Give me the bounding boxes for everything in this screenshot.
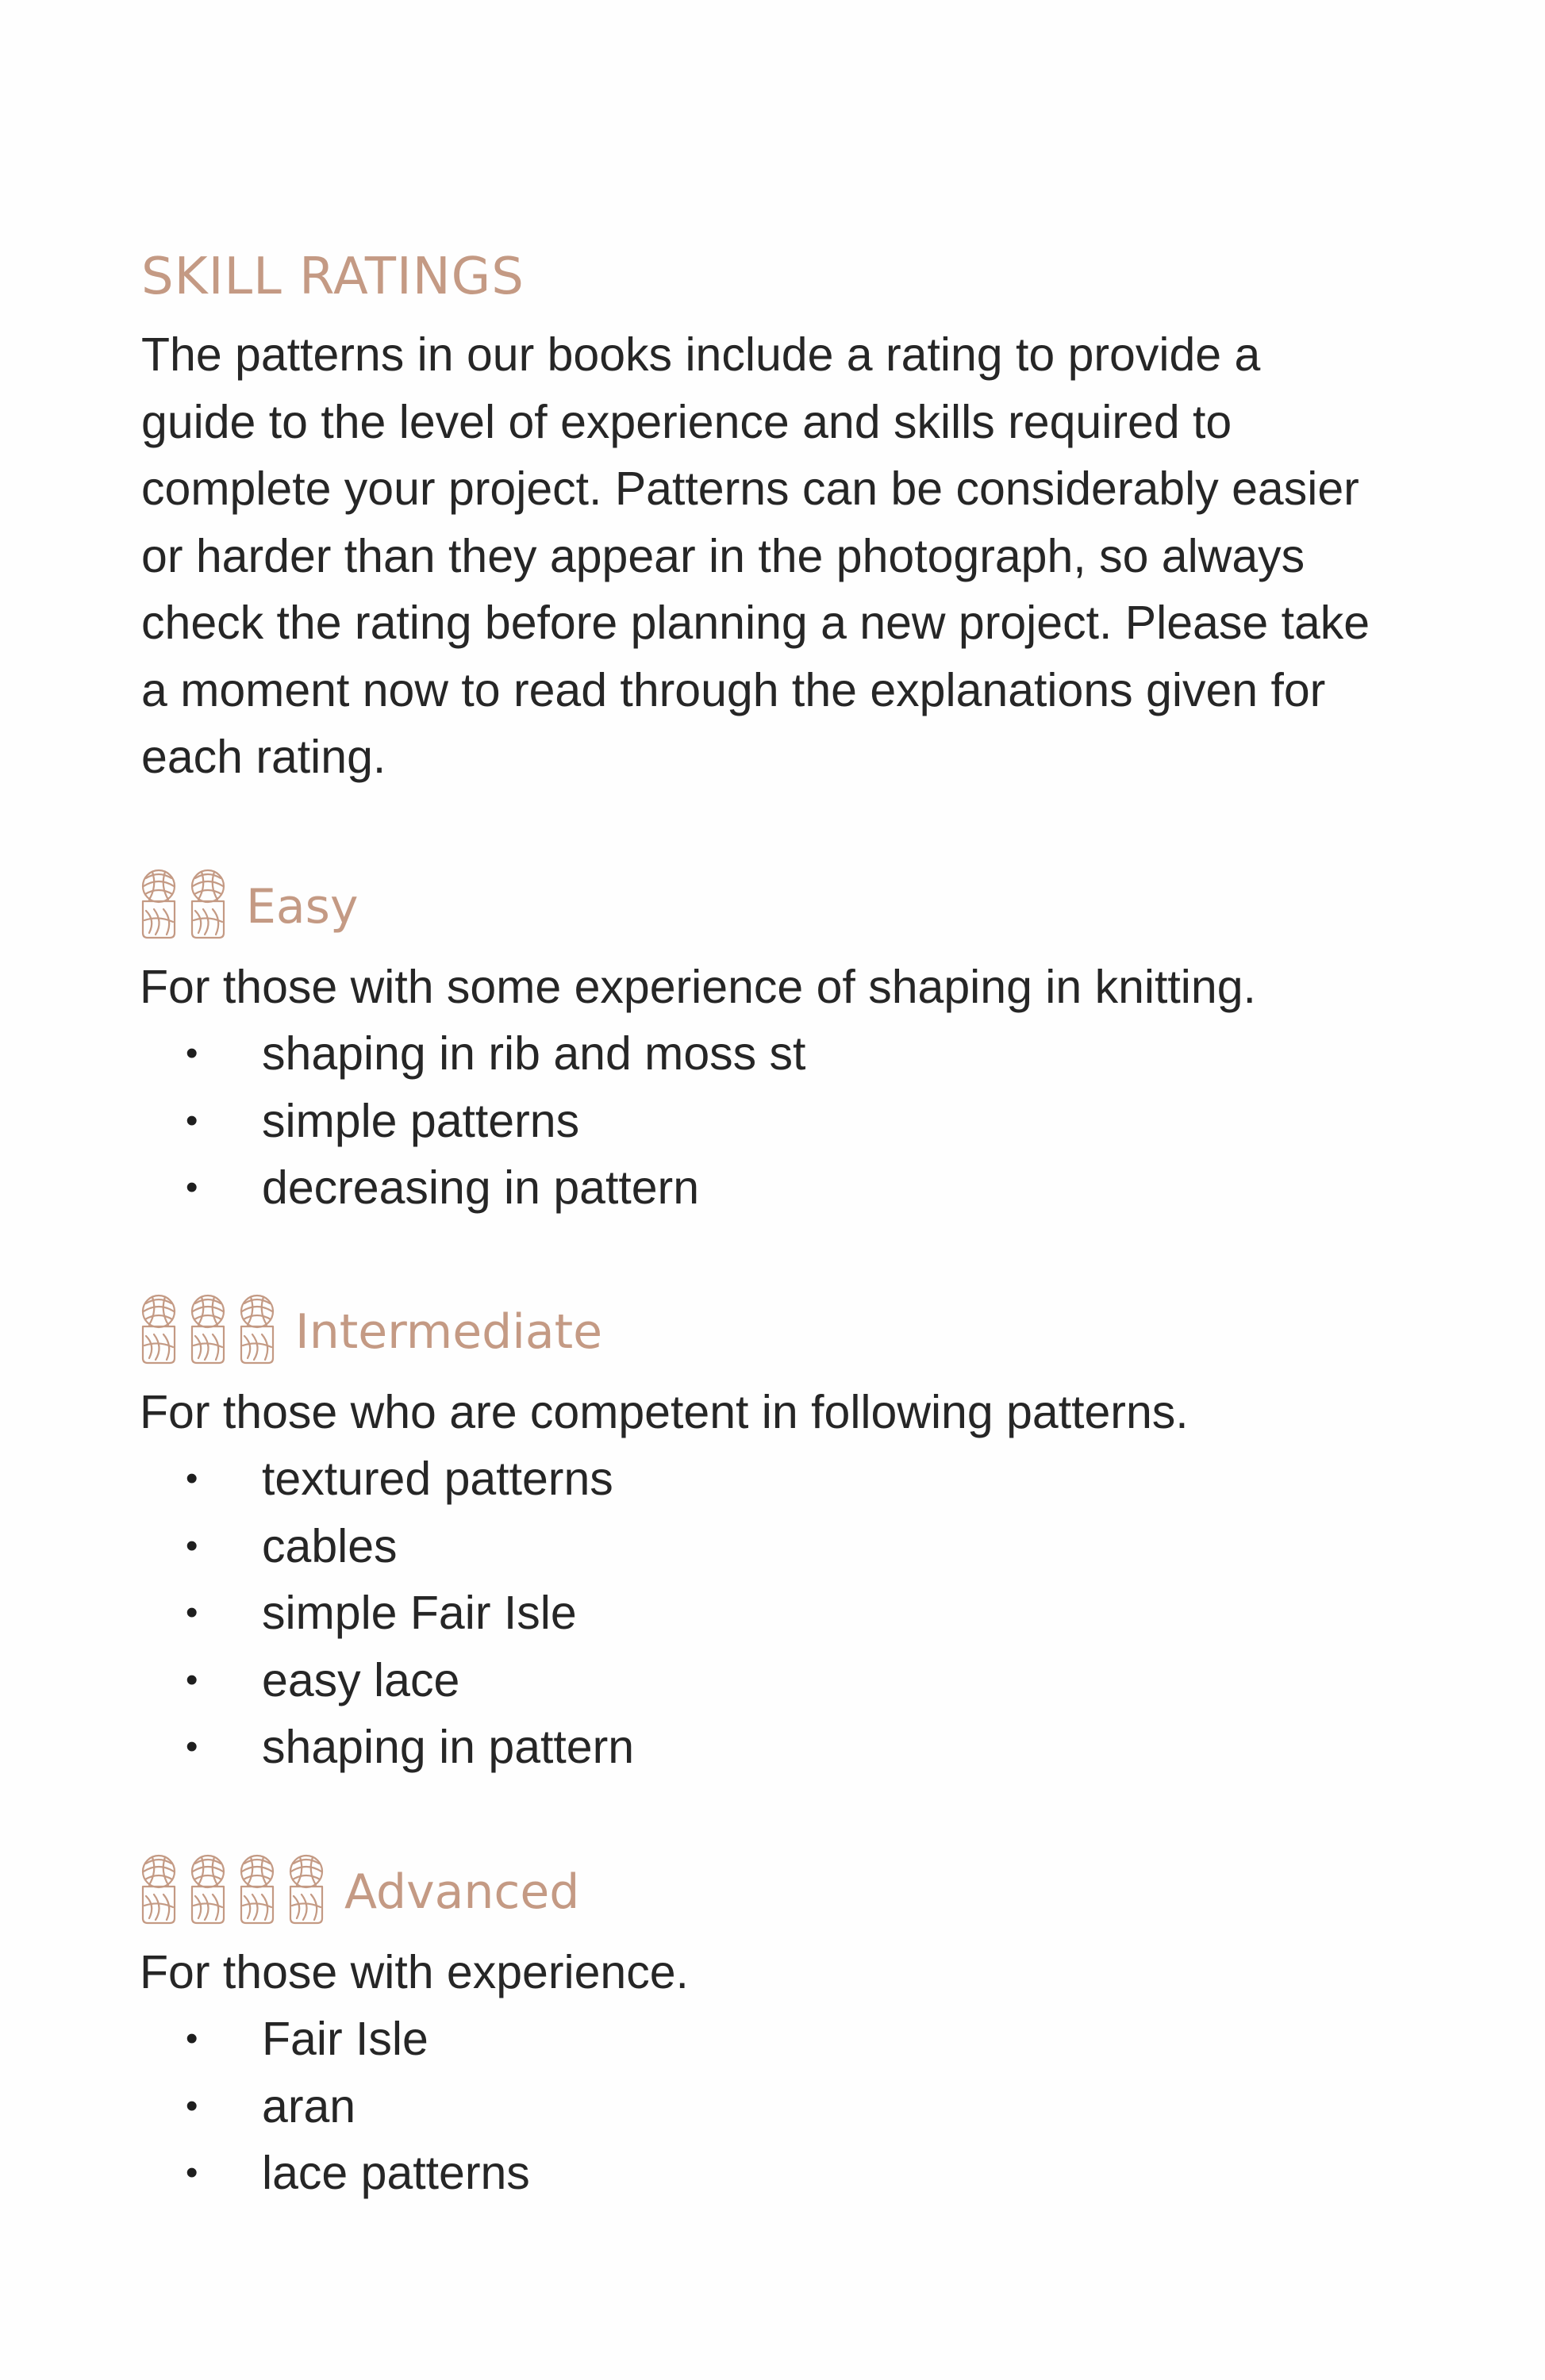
skill-list bbox=[136, 1445, 1446, 1781]
yarn-ball-icon bbox=[235, 1290, 279, 1369]
yarn-ball-icon bbox=[235, 1850, 279, 1929]
list-item bbox=[136, 1513, 1446, 1580]
bullet-icon: • bbox=[186, 1100, 198, 1140]
list-item-text: simple Fair Isle bbox=[262, 1587, 577, 1640]
list-item-text: decreasing in pattern bbox=[262, 1161, 700, 1215]
rating-title-advanced: Advanced bbox=[344, 1864, 580, 1920]
yarn-ball-icon bbox=[136, 1290, 181, 1369]
rating-description: For those who are competent in following patterns. bbox=[140, 1386, 1189, 1438]
bullet-icon: • bbox=[186, 2086, 198, 2125]
yarn-ball-group bbox=[136, 857, 235, 952]
yarn-ball-group bbox=[136, 1282, 284, 1377]
bullet-icon: • bbox=[186, 1593, 198, 1633]
list-item bbox=[136, 2140, 1446, 2207]
bullet-icon: • bbox=[186, 1660, 198, 1699]
yarn-ball-icon bbox=[136, 865, 181, 944]
list-item bbox=[136, 1445, 1446, 1513]
list-item-text: Fair Isle bbox=[262, 2013, 429, 2066]
list-item-text: cables bbox=[262, 1519, 398, 1572]
bullet-icon: • bbox=[186, 2019, 198, 2059]
list-item-text: simple patterns bbox=[262, 1094, 580, 1147]
list-item bbox=[136, 2073, 1446, 2140]
bullet-icon: • bbox=[186, 1168, 198, 1207]
skill-list bbox=[136, 1020, 1446, 1222]
bullet-icon: • bbox=[186, 1034, 198, 1073]
list-item bbox=[136, 2006, 1446, 2073]
bullet-icon: • bbox=[186, 1727, 198, 1767]
bullet-icon: • bbox=[186, 1459, 198, 1499]
list-item-text: shaping in rib and moss st bbox=[262, 1027, 806, 1081]
list-item-text: easy lace bbox=[262, 1653, 460, 1706]
rating-section-intermediate bbox=[136, 1282, 1446, 1781]
list-item bbox=[136, 1088, 1446, 1155]
rating-section-advanced bbox=[136, 1842, 1446, 2207]
list-item-text: shaping in pattern bbox=[262, 1721, 635, 1774]
intro-paragraph: The patterns in our books include a rating to provide a guide to the level of experience and skills required to complete your project. Patterns can be considerably easier or harder than they appear in the photograph, so always check the rating before planning a new project. Please take a moment now to read through the explanations given for each rating. bbox=[141, 328, 1370, 783]
yarn-ball-icon bbox=[284, 1850, 329, 1929]
list-item-text: aran bbox=[262, 2079, 356, 2132]
yarn-ball-group bbox=[136, 1842, 333, 1937]
yarn-ball-icon bbox=[186, 865, 230, 944]
rating-description: For those with experience. bbox=[140, 1946, 689, 1998]
list-item bbox=[136, 1714, 1446, 1781]
rating-section-easy bbox=[136, 857, 1446, 1222]
skill-list bbox=[136, 2006, 1446, 2207]
rating-title-intermediate: Intermediate bbox=[295, 1304, 603, 1360]
rating-header bbox=[136, 1282, 1446, 1377]
rating-title-easy: Easy bbox=[246, 879, 359, 935]
bullet-icon: • bbox=[186, 2153, 198, 2193]
list-item bbox=[136, 1154, 1446, 1222]
yarn-ball-icon bbox=[136, 1850, 181, 1929]
rating-header bbox=[136, 1842, 1446, 1937]
yarn-ball-icon bbox=[186, 1850, 230, 1929]
rating-description: For those with some experience of shaping in knitting. bbox=[140, 961, 1256, 1013]
rating-header bbox=[136, 857, 1446, 952]
bullet-icon: • bbox=[186, 1526, 198, 1565]
list-item-text: lace patterns bbox=[262, 2147, 530, 2200]
list-item bbox=[136, 1647, 1446, 1714]
list-item bbox=[136, 1580, 1446, 1647]
section-heading: SKILL RATINGS bbox=[141, 248, 525, 306]
yarn-ball-icon bbox=[186, 1290, 230, 1369]
list-item bbox=[136, 1020, 1446, 1088]
list-item-text: textured patterns bbox=[262, 1453, 613, 1506]
